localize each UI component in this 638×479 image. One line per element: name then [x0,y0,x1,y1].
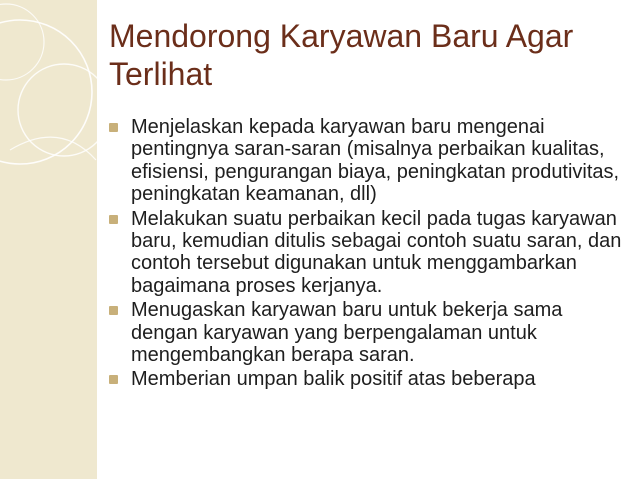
bullet-marker-icon [109,306,118,315]
bullet-marker-icon [109,123,118,132]
decorative-circle-small [0,4,44,80]
slide-title: Mendorong Karyawan Baru Agar Terlihat [109,18,574,92]
bullet-marker-icon [109,375,118,384]
bullet-item [109,368,629,390]
bullet-item [109,116,629,206]
decorative-circle-medium [18,64,110,156]
decorative-circle-large [0,20,92,164]
bullet-marker-icon [109,215,118,224]
bullet-item [109,208,629,298]
bullet-text: Menugaskan karyawan baru untuk bekerja sama dengan karyawan yang berpengalaman untuk mengembangkan berapa saran. [131,299,563,367]
bullet-item [109,299,629,366]
decorative-circles [0,0,120,200]
bullet-text: Memberian umpan balik positif atas beberapa [131,368,536,391]
bullet-list [109,116,629,393]
bullet-text: Melakukan suatu perbaikan kecil pada tugas karyawan baru, kemudian ditulis sebagai contoh suatu saran, dan contoh tersebut digunakan untuk menggambarkan bagaimana proses kerjanya. [131,207,622,297]
bullet-text: Menjelaskan kepada karyawan baru mengenai pentingnya saran-saran (misalnya perbaikan kualitas, efisiensi, pengurangan biaya, peningkatan produtivitas, peningkatan keamanan, dll) [131,116,620,206]
